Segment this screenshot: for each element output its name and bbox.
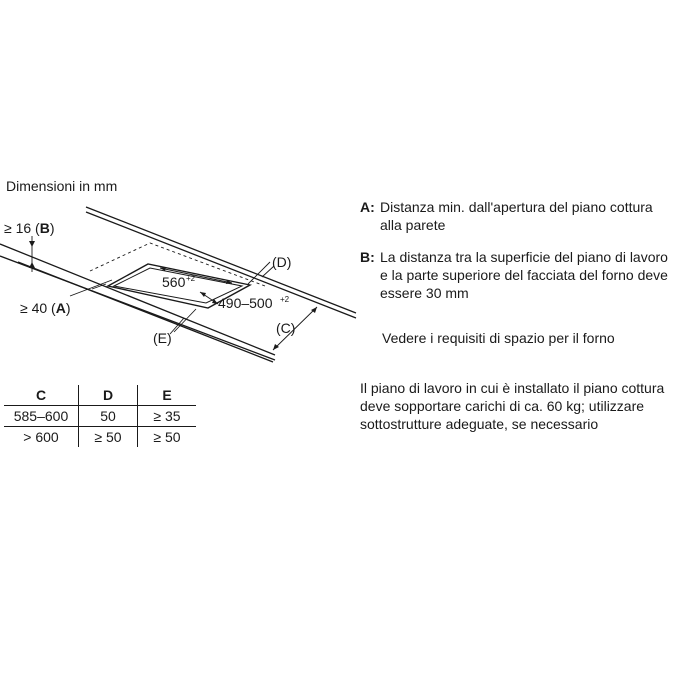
- table-cell: ≥ 35: [138, 406, 197, 427]
- diagram-title: Dimensioni in mm: [6, 178, 118, 194]
- depth-dimension-sup: +2: [280, 295, 290, 304]
- note-oven-space: Vedere i requisiti di spazio per il forno: [382, 330, 615, 346]
- table-header: E: [138, 385, 197, 406]
- table-header: C: [4, 385, 79, 406]
- legend-item-b: [360, 248, 690, 302]
- table-cell: 50: [79, 406, 138, 427]
- legend-text: Distanza min. dall'apertura del piano cottura alla parete: [380, 199, 653, 233]
- table-header: D: [79, 385, 138, 406]
- table-cell: ≥ 50: [79, 427, 138, 448]
- depth-dimension-label: 490–500: [218, 295, 273, 311]
- label-d: (D): [272, 254, 292, 270]
- label-b: ≥ 16 (B): [4, 220, 55, 236]
- label-a: ≥ 40 (A): [20, 300, 71, 316]
- legend-key: B:: [360, 249, 375, 265]
- table-row: [4, 406, 196, 427]
- table-cell: ≥ 50: [138, 427, 197, 448]
- table-header-row: [4, 385, 196, 406]
- label-c: (C): [276, 320, 296, 336]
- dimension-b: [29, 236, 35, 272]
- table-cell: > 600: [23, 429, 59, 445]
- legend-key: A:: [360, 199, 375, 215]
- table-cell: 585–600: [4, 406, 79, 427]
- note-load-bearing: Il piano di lavoro in cui è installato il piano cottura deve sopportare carichi di ca. 60 kg; utilizzare sottostrutture adeguate, se necessario: [360, 380, 665, 432]
- dimension-a: [70, 280, 112, 296]
- dimension-table: [4, 385, 196, 447]
- legend-item-a: [360, 198, 690, 234]
- width-dimension-sup: +2: [186, 274, 196, 283]
- table-row: [4, 427, 196, 448]
- label-e: (E): [153, 330, 172, 346]
- legend-text: La distanza tra la superficie del piano di lavoro e la parte superiore del facciata del forno deve essere 30 mm: [380, 249, 668, 301]
- width-dimension-label: 560: [162, 274, 186, 290]
